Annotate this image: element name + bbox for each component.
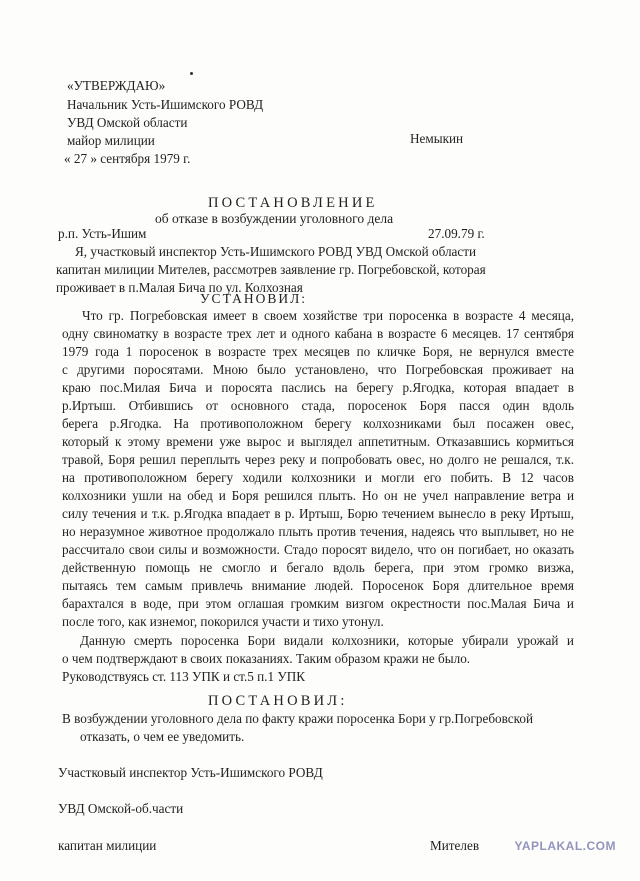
approval-signatory: Немыкин [410, 131, 464, 146]
body-line: силу течения и т.к. р.Ягодка впадает в р. Иртыш, Борю течением вынесло в реку Иртыш, [62, 506, 574, 521]
body-line: колхозники ушли на обед и Боря решился плыть. Но он не учел направление ветра и [62, 488, 574, 503]
body-line: но неразумное животное продолжало плыть против течения, надеясь что выплывет, но не [62, 524, 574, 539]
body-line: с другими поросятами. Мною было установлено, что Погребовская проживает на [62, 362, 574, 377]
ink-dot [190, 72, 193, 75]
established-heading: УСТАНОВИЛ: [200, 291, 308, 306]
resolution-line-2: отказать, о чем ее уведомить. [80, 729, 245, 744]
signature-line-2: УВД Омской-об.части [58, 801, 184, 816]
resolution-line-1: В возбуждении уголовного дела по факту кражи поросенка Бори у гр.Погребовской [62, 711, 534, 726]
body-line: берега р.Ягодка. На противоположном берегу колхозниками был посажен овес, [62, 416, 574, 431]
body-line: барахтался в воде, при этом оглашая громким визгом окрестности пос.Малая Бича и [62, 596, 574, 611]
intro-line-1: Я, участковый инспектор Усть-Ишимского РОВД УВД Омской области [75, 244, 477, 259]
signature-line-1: Участковый инспектор Усть-Ишимского РОВД [58, 765, 323, 780]
body-line: после того, как изнемог, покорился участи и тихо утонул. [62, 614, 384, 629]
approval-date: « 27 » сентября 1979 г. [64, 151, 191, 166]
approval-line-1: «УТВЕРЖДАЮ» [67, 78, 166, 93]
signature-name: Мителев [430, 838, 480, 853]
guided-line: Руководствуясь ст. 113 УПК и ст.5 п.1 УПК [62, 669, 306, 684]
document-date: 27.09.79 г. [428, 226, 485, 241]
approval-line-2: Начальник Усть-Ишимского РОВД [67, 97, 264, 112]
approval-line-3: УВД Омской области [67, 115, 188, 130]
document-title: ПОСТАНОВЛЕНИЕ [208, 195, 378, 211]
body-line: действенную помощь не смогло и бегало вдоль берега, при этом громко визжа, [62, 560, 574, 575]
resolved-heading: ПОСТАНОВИЛ: [208, 693, 348, 709]
body-line: Что гр. Погребовская имеет в своем хозяйстве три поросенка в возрасте 4 месяца, [82, 308, 574, 323]
body-line: рассчитало свои силы и возможности. Стадо поросят видело, что он погибает, но оказать [62, 542, 574, 557]
intro-line-2: капитан милиции Мителев, рассмотрев заявление гр. Погребовской, которая [56, 262, 486, 277]
body-line: 1979 года 1 поросенок в возрасте трех месяцев по кличке Боря, не вернулся вместе [62, 344, 574, 359]
body-line: травой, Боря решил переплыть через реку и попробовать овес, но долго не решался, т.к. [62, 452, 574, 467]
body-line: который к этому времени уже вырос и выглядел аппетитным. Отказавшись кормиться [62, 434, 574, 449]
body-line: пытаясь тем самым привлечь внимание людей. Поросенок Боря длительное время [62, 578, 574, 593]
body-line: р.Иртыш. Отбившись от основного стада, поросенок Боря пасся один вдоль [62, 398, 574, 413]
intro-line-3: проживает в п.Малая Бича по ул. Колхозная [56, 280, 303, 295]
body-line: на противоположном берегу ходили колхозники и могли его побить. В 12 часов [62, 470, 574, 485]
body-line: одну свиноматку в возрасте трех лет и одного кабана в возрасте 6 месяцев. 17 сентября [62, 326, 574, 341]
place: р.п. Усть-Ишим [58, 226, 147, 241]
approval-line-4: майор милиции [67, 133, 155, 148]
body-line: краю пос.Милая Бича и поросята паслись на берегу р.Ягодка, которая впадает в [62, 380, 574, 395]
signature-line-3: капитан милиции [58, 838, 157, 853]
witness-line: о чем подтверждают в своих показаниях. Таким образом кражи не было. [62, 651, 471, 666]
watermark: YAPLAKAL.COM [514, 839, 616, 853]
document-subtitle: об отказе в возбуждении уголовного дела [155, 211, 394, 226]
witness-line: Данную смерть поросенка Бори видали колхозники, которые убирали урожай и [80, 633, 574, 648]
